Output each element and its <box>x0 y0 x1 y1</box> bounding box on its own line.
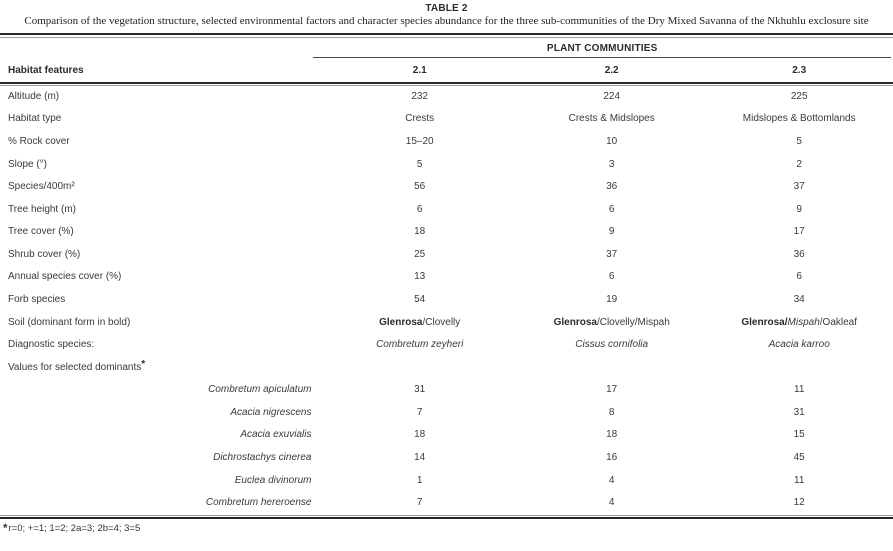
row-value: 4 <box>608 497 615 509</box>
row-value: 12 <box>793 497 805 509</box>
row-value: 4 <box>608 474 615 486</box>
row-value: 34 <box>793 293 805 305</box>
column-header-2-3: 2.3 <box>792 64 807 76</box>
table-row <box>0 176 893 199</box>
row-label: Shrub cover (%) <box>8 248 81 260</box>
row-value: 45 <box>793 452 805 464</box>
table-title: TABLE 2 <box>425 3 468 14</box>
row-value: 31 <box>793 406 805 418</box>
table-row <box>0 402 893 425</box>
row-label: Combretum hereroense <box>205 497 312 509</box>
row-value: Combretum zeyheri <box>376 339 464 351</box>
row-value: 6 <box>416 203 423 215</box>
row-value: Crests & Midslopes <box>568 113 655 125</box>
row-value: 1 <box>416 474 423 486</box>
row-value: 18 <box>414 429 426 441</box>
table-row <box>0 266 893 289</box>
column-header-row <box>0 59 893 82</box>
row-label: Slope (°) <box>8 158 48 170</box>
row-value: 13 <box>414 271 426 283</box>
table-row <box>0 357 893 380</box>
row-value: 14 <box>414 452 426 464</box>
table-row <box>0 424 893 447</box>
table-row <box>0 312 893 335</box>
row-value: 6 <box>608 271 615 283</box>
footnote-asterisk: * <box>3 522 8 535</box>
row-value <box>321 357 517 380</box>
group-header-plant-communities: PLANT COMMUNITIES <box>313 39 890 58</box>
table-row <box>0 470 893 493</box>
row-value: 37 <box>606 248 618 260</box>
table-footnote <box>0 522 893 534</box>
row-value: 17 <box>793 226 805 238</box>
row-value: 18 <box>606 429 618 441</box>
row-value: 3 <box>608 158 615 170</box>
row-label: Altitude (m) <box>8 90 60 102</box>
table-row <box>0 86 893 109</box>
row-value: 25 <box>414 248 426 260</box>
row-value: 15 <box>793 429 805 441</box>
table-body <box>0 86 893 515</box>
row-label: Acacia nigrescens <box>230 406 312 418</box>
row-value: 224 <box>603 90 621 102</box>
row-value: 5 <box>796 135 802 147</box>
row-value: 11 <box>794 474 805 486</box>
row-label: Forb species <box>8 293 66 305</box>
row-value: 15–20 <box>405 135 434 147</box>
table-row <box>0 447 893 470</box>
row-value: 232 <box>411 90 429 102</box>
column-header-2-2: 2.2 <box>604 64 619 76</box>
table-row <box>0 334 893 357</box>
row-value: 2 <box>796 158 802 170</box>
row-value: 56 <box>414 181 426 193</box>
row-label: Tree cover (%) <box>8 226 74 238</box>
row-value: 7 <box>416 406 423 418</box>
corner-header-habitat-features: Habitat features <box>8 64 84 76</box>
row-label: Species/400m² <box>8 181 75 193</box>
row-value: Glenrosa/Mispah/Oakleaf <box>741 316 858 328</box>
row-value: 7 <box>416 497 423 509</box>
row-value: 54 <box>414 293 426 305</box>
column-header-2-1: 2.1 <box>412 64 427 76</box>
row-value: 37 <box>793 181 805 193</box>
group-header-row <box>0 38 893 59</box>
row-label: Values for selected dominants* <box>8 358 146 373</box>
row-label: Diagnostic species: <box>8 339 95 351</box>
row-value: 19 <box>606 293 618 305</box>
row-value: 36 <box>606 181 618 193</box>
footnote-text: r=0; +=1; 1=2; 2a=3; 2b=4; 3=5 <box>8 522 141 534</box>
row-value: 6 <box>608 203 615 215</box>
table-row <box>0 221 893 244</box>
row-value: 6 <box>796 271 802 283</box>
row-label: Annual species cover (%) <box>8 271 122 283</box>
row-value: 9 <box>796 203 802 215</box>
row-value: 8 <box>608 406 615 418</box>
row-value: 9 <box>608 226 615 238</box>
row-label: Dichrostachys cinerea <box>213 452 312 464</box>
row-value: Midslopes & Bottomlands <box>742 113 856 125</box>
row-label: Soil (dominant form in bold) <box>8 316 131 328</box>
row-value: 225 <box>790 90 808 102</box>
row-value: Crests <box>405 113 435 125</box>
table-row <box>0 131 893 154</box>
row-label: Combretum apiculatum <box>208 384 312 396</box>
row-label: Acacia exuvialis <box>240 429 312 441</box>
row-value: 31 <box>414 384 426 396</box>
table-row <box>0 289 893 312</box>
row-value: 36 <box>793 248 805 260</box>
table-row <box>0 492 893 515</box>
rule-bottom <box>0 515 893 519</box>
row-label: Euclea divinorum <box>234 474 312 486</box>
row-value: Acacia karroo <box>768 339 830 351</box>
row-value: 17 <box>606 384 618 396</box>
table-row <box>0 379 893 402</box>
row-value: 10 <box>606 135 618 147</box>
table-row <box>0 108 893 131</box>
row-value <box>705 357 893 380</box>
row-label: Habitat type <box>8 113 62 125</box>
row-label: Tree height (m) <box>8 203 76 215</box>
row-label: % Rock cover <box>8 135 70 147</box>
row-value: Glenrosa/Clovelly <box>379 316 461 328</box>
table-row <box>0 244 893 267</box>
table-row <box>0 199 893 222</box>
table-row <box>0 154 893 177</box>
row-value: 5 <box>416 158 423 170</box>
row-value <box>518 357 706 380</box>
row-value: 16 <box>606 452 618 464</box>
row-value: Cissus cornifolia <box>575 339 649 351</box>
table-caption: Comparison of the vegetation structure, selected environmental factors and character species abundance for the three sub-communities of the Dry Mixed Savanna of the Nkhuhlu exclosure site <box>24 15 869 27</box>
row-value: 18 <box>414 226 426 238</box>
row-value: Glenrosa/Clovelly/Mispah <box>553 316 670 328</box>
row-value: 11 <box>794 384 805 396</box>
